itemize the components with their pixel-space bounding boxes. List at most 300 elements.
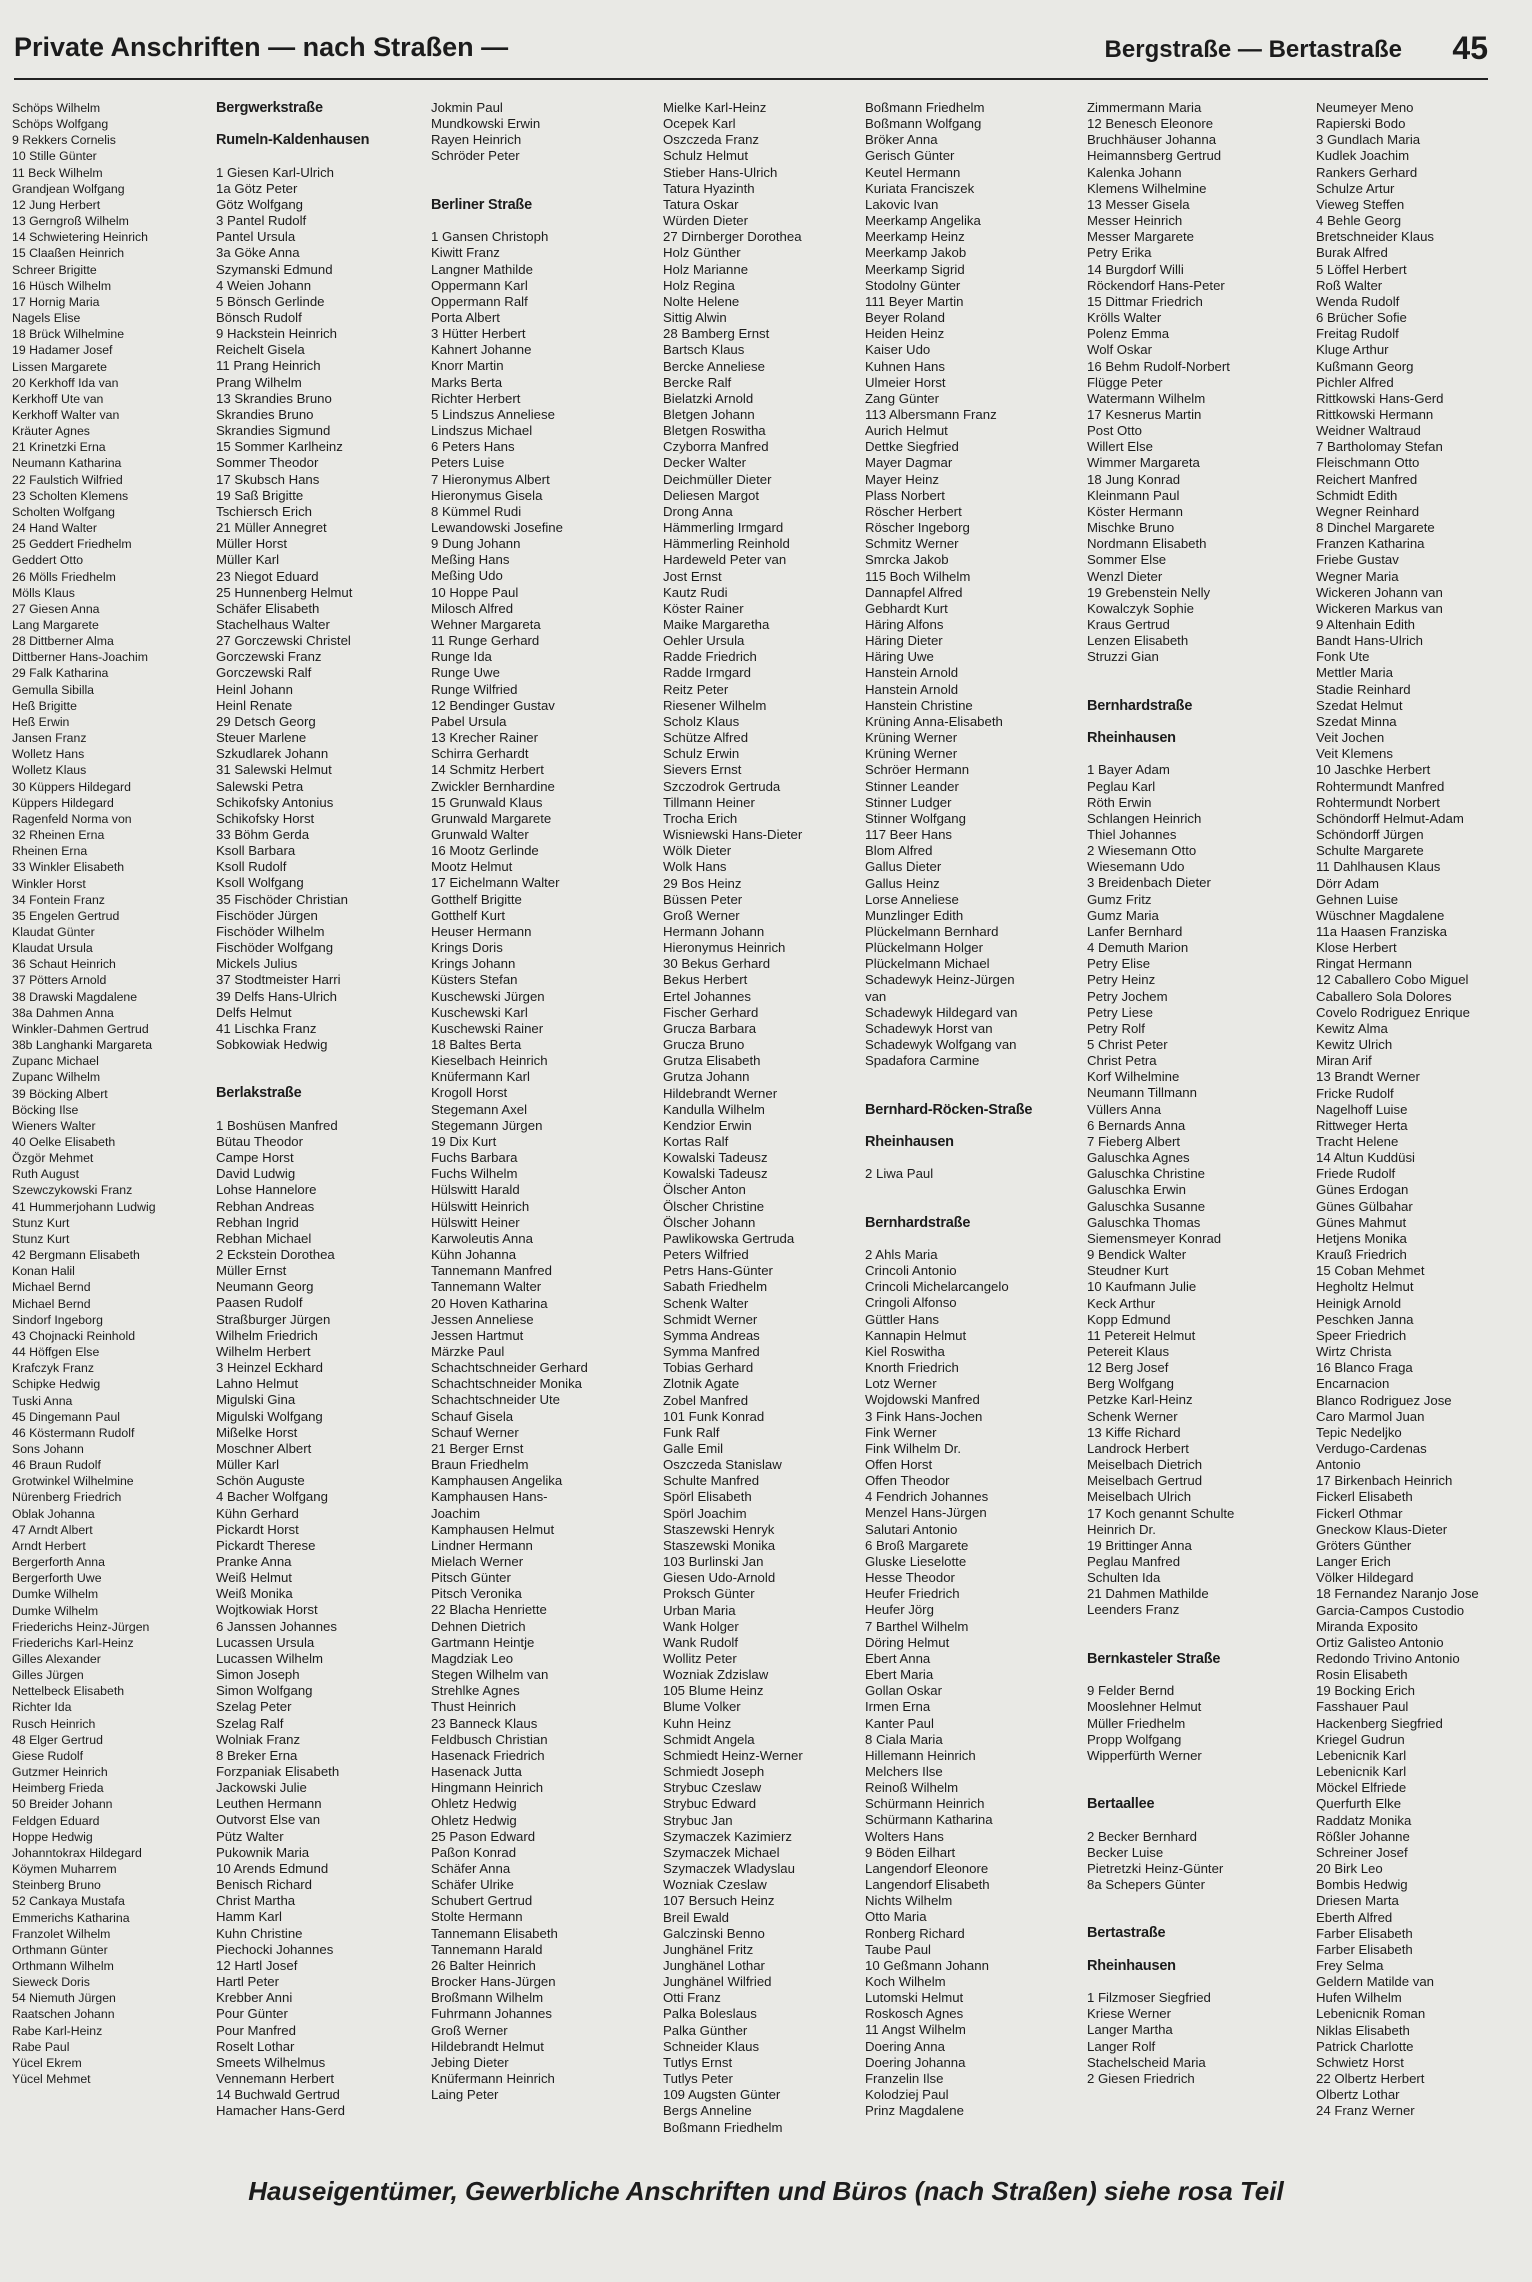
directory-entry: Bruchhäuser Johanna <box>1087 132 1217 148</box>
directory-entry: Holz Regina <box>663 277 735 293</box>
directory-entry: Gallus Heinz <box>865 875 940 891</box>
directory-entry: Ebert Maria <box>865 1667 934 1683</box>
directory-entry: Fleischmann Otto <box>1316 455 1420 471</box>
directory-entry: Szedat Helmut <box>1316 697 1403 713</box>
directory-entry: Schadewyk Wolfgang van <box>865 1037 1017 1053</box>
directory-entry: Müller Karl <box>216 1457 280 1473</box>
directory-entry: Knorr Martin <box>431 358 504 374</box>
directory-entry: Schulte Manfred <box>663 1473 760 1489</box>
directory-entry: Dehnen Dietrich <box>431 1618 526 1634</box>
directory-entry: Wank Holger <box>663 1618 739 1634</box>
directory-entry: 27 Giesen Anna <box>12 601 100 616</box>
directory-entry: Blom Alfred <box>865 843 933 859</box>
directory-column-5 <box>865 100 1080 2165</box>
directory-entry: Schikofsky Horst <box>216 810 315 826</box>
directory-entry: Fink Wilhelm Dr. <box>865 1440 961 1456</box>
directory-entry: 4 Bacher Wolfgang <box>216 1489 328 1505</box>
directory-entry: Stinner Leander <box>865 778 959 794</box>
directory-entry: Ohletz Hedwig <box>431 1796 517 1812</box>
directory-entry: Paasen Rudolf <box>216 1295 303 1311</box>
directory-entry: Wank Rudolf <box>663 1634 739 1650</box>
directory-entry: Szczodrok Gertruda <box>663 778 781 794</box>
directory-entry: Heuser Hermann <box>431 923 532 939</box>
directory-entry: Stinner Ludger <box>865 794 952 810</box>
directory-entry: Schmidt Angela <box>663 1731 755 1747</box>
directory-entry: Gotthelf Kurt <box>431 907 506 923</box>
directory-entry: Grotwinkel Wilhelmine <box>12 1474 134 1489</box>
directory-entry: Reichert Manfred <box>1316 471 1418 487</box>
directory-entry: Staszewski Monika <box>663 1537 776 1553</box>
directory-entry: Schütze Alfred <box>663 730 749 746</box>
spacer <box>1087 1764 1312 1780</box>
directory-entry: Meerkamp Heinz <box>865 229 965 245</box>
directory-entry: Franzelin Ilse <box>865 2070 944 2086</box>
header-section-title: Private Anschriften — nach Straßen — <box>14 32 509 62</box>
directory-entry: Ksoll Wolfgang <box>216 875 304 891</box>
directory-entry: Emmerichs Katharina <box>12 1910 130 1925</box>
directory-entry: Straßburger Jürgen <box>216 1311 331 1327</box>
directory-entry: Rusch Heinrich <box>12 1716 96 1731</box>
directory-entry: Burak Alfred <box>1316 245 1388 261</box>
directory-entry: Flügge Peter <box>1087 374 1163 390</box>
directory-entry: Tatura Hyazinth <box>663 180 755 196</box>
directory-entry: Stinner Wolfgang <box>865 810 966 826</box>
directory-entry: Schöps Wolfgang <box>12 117 109 132</box>
spacer <box>865 1150 1080 1166</box>
directory-entry: Fuchs Barbara <box>431 1150 518 1166</box>
directory-entry: Kaiser Udo <box>865 342 931 358</box>
directory-entry: Spörl Joachim <box>663 1505 747 1521</box>
directory-entry: Heinl Johann <box>216 681 293 697</box>
directory-entry: 37 Pötters Arnold <box>12 973 107 988</box>
directory-entry: Langendorf Elisabeth <box>865 1877 990 1893</box>
directory-entry: Schöps Wilhelm <box>12 101 101 115</box>
directory-entry: Kortas Ralf <box>663 1134 729 1149</box>
directory-entry: 17 Hornig Maria <box>12 294 100 309</box>
directory-entry: Kuschewski Jürgen <box>431 988 545 1004</box>
spacer <box>865 1182 1080 1198</box>
directory-entry: Spadafora Carmine <box>865 1053 980 1069</box>
directory-entry: Kowalski Tadeusz <box>663 1166 768 1182</box>
directory-entry: Doering Anna <box>865 2038 945 2054</box>
directory-entry: 9 Altenhain Edith <box>1316 617 1415 632</box>
spacer <box>216 148 421 164</box>
directory-entry: 3 Fink Hans-Jochen <box>865 1408 983 1424</box>
directory-entry: Bröker Anna <box>865 132 938 148</box>
directory-entry: Hildebrandt Werner <box>663 1085 778 1101</box>
directory-entry: Brocker Hans-Jürgen <box>431 1974 556 1990</box>
directory-entry: Kewitz Alma <box>1316 1020 1388 1036</box>
directory-entry: Galuschka Erwin <box>1087 1182 1186 1198</box>
directory-entry: 18 Jung Konrad <box>1087 471 1181 487</box>
directory-entry: Meerkamp Angelika <box>865 213 981 229</box>
directory-entry: 21 Krinetzki Erna <box>12 440 106 455</box>
directory-entry: 15 Grunwald Klaus <box>431 794 543 810</box>
spacer <box>1087 682 1312 698</box>
directory-entry: 111 Beyer Martin <box>865 293 964 309</box>
directory-entry: Nichts Wilhelm <box>865 1893 953 1909</box>
directory-entry: Rittweger Herta <box>1316 1117 1408 1133</box>
directory-entry: Vennemann Herbert <box>216 2070 335 2086</box>
directory-entry: Veit Jochen <box>1316 730 1385 746</box>
directory-entry: Gerisch Günter <box>865 148 955 164</box>
directory-entry: Stadie Reinhard <box>1316 681 1411 697</box>
directory-entry: Geldern Matilde van <box>1316 1974 1435 1990</box>
directory-entry: Spörl Elisabeth <box>663 1489 752 1505</box>
directory-entry: Rohtermundt Manfred <box>1316 778 1445 794</box>
directory-entry: 14 Schmitz Herbert <box>431 762 544 778</box>
directory-entry: 13 Kiffe Richard <box>1087 1424 1181 1440</box>
directory-entry: Cringoli Alfonso <box>865 1295 957 1311</box>
directory-entry: Simon Wolfgang <box>216 1683 313 1699</box>
directory-entry: 5 Christ Peter <box>1087 1037 1168 1052</box>
directory-entry: Schürmann Heinrich <box>865 1796 985 1812</box>
directory-entry: Özgör Mehmet <box>12 1151 94 1166</box>
directory-entry: Grucza Bruno <box>663 1037 745 1053</box>
directory-entry: Fink Werner <box>865 1424 937 1440</box>
directory-entry: Schmidt Werner <box>663 1311 758 1327</box>
directory-entry: Kewitz Ulrich <box>1316 1037 1393 1053</box>
directory-entry: Zlotnik Agate <box>663 1376 740 1392</box>
directory-entry: Ertel Johannes <box>663 988 751 1004</box>
directory-entry: Pietretzki Heinz-Günter <box>1087 1860 1224 1876</box>
directory-entry: Kanter Paul <box>865 1715 934 1731</box>
directory-entry: 44 Höffgen Else <box>12 1345 100 1360</box>
directory-entry: 4 Demuth Marion <box>1087 940 1189 956</box>
directory-entry: Holz Marianne <box>663 261 749 277</box>
directory-entry: Knorth Friedrich <box>865 1360 959 1376</box>
directory-entry: Lucassen Ursula <box>216 1634 315 1650</box>
directory-entry: Oppermann Karl <box>431 277 528 293</box>
directory-entry: Röth Erwin <box>1087 794 1152 810</box>
directory-entry: Berg Wolfgang <box>1087 1376 1174 1392</box>
directory-entry: Sittig Alwin <box>663 310 727 326</box>
directory-entry: Köymen Muharrem <box>12 1862 117 1877</box>
directory-entry: Smrcka Jakob <box>865 552 949 568</box>
directory-entry: Heinigk Arnold <box>1316 1295 1402 1311</box>
directory-entry: Heiden Heinz <box>865 326 945 342</box>
directory-entry: Caro Marmol Juan <box>1316 1408 1425 1424</box>
directory-entry: 20 Birk Leo <box>1316 1861 1383 1877</box>
directory-entry: Neumann Katharina <box>12 456 122 471</box>
directory-entry: Krölls Walter <box>1087 310 1162 326</box>
directory-entry: Schäfer Anna <box>431 1860 511 1876</box>
directory-entry: Magdziak Leo <box>431 1650 514 1666</box>
directory-entry: Kahnert Johanne <box>431 342 532 358</box>
directory-entry: Mischke Bruno <box>1087 520 1175 536</box>
directory-entry: Deliesen Margot <box>663 487 760 503</box>
directory-entry: Kamphausen Helmut <box>431 1521 555 1537</box>
directory-entry: Hülswitt Heinrich <box>431 1198 530 1214</box>
directory-entry: Hieronymus Gisela <box>431 487 543 503</box>
directory-entry: Köster Hermann <box>1087 503 1184 519</box>
directory-entry: 15 Claaßen Heinrich <box>12 246 125 261</box>
directory-entry: Landrock Herbert <box>1087 1440 1189 1456</box>
directory-entry: Ölscher Johann <box>663 1214 756 1230</box>
directory-entry: Junghänel Lothar <box>663 1957 765 1973</box>
directory-entry: Szymaczek Wladyslau <box>663 1861 795 1877</box>
street-heading: Bertaallee <box>1087 1796 1155 1813</box>
directory-entry: Palka Boleslaus <box>663 2006 757 2022</box>
directory-entry: Zobel Manfred <box>663 1392 749 1408</box>
directory-entry: Siemensmeyer Konrad <box>1087 1230 1222 1246</box>
directory-entry: Lahno Helmut <box>216 1376 299 1392</box>
directory-entry: 7 Hieronymus Albert <box>431 471 550 487</box>
directory-entry: Rittkowski Hans-Gerd <box>1316 390 1444 406</box>
page-header <box>14 28 1488 74</box>
directory-entry: Nolte Helene <box>663 293 740 309</box>
directory-entry: Lakovic Ivan <box>865 196 939 212</box>
directory-entry: Kannapin Helmut <box>865 1327 967 1343</box>
page-number: 45 <box>1452 30 1488 66</box>
directory-entry: Kluge Arthur <box>1316 342 1389 358</box>
directory-entry: Groß Werner <box>431 2022 508 2038</box>
spacer <box>865 1069 1080 1085</box>
directory-entry: Leuthen Hermann <box>216 1796 322 1812</box>
directory-entry: Maike Margaretha <box>663 617 770 632</box>
directory-entry: 5 Bönsch Gerlinde <box>216 293 325 309</box>
directory-entry: Schneider Klaus <box>663 2038 760 2054</box>
directory-entry: 13 Brandt Werner <box>1316 1069 1420 1085</box>
spacer <box>1087 1667 1312 1683</box>
directory-entry: Richter Ida <box>12 1700 72 1715</box>
directory-entry: 25 Hunnenberg Helmut <box>216 584 353 600</box>
directory-entry: Lang Margarete <box>12 618 99 632</box>
directory-column-2 <box>216 100 421 2165</box>
directory-entry: Raatschen Johann <box>12 2007 115 2022</box>
directory-entry: Sievers Ernst <box>663 762 742 778</box>
directory-entry: 40 Oelke Elisabeth <box>12 1135 116 1149</box>
directory-entry: Dumke Wilhelm <box>12 1603 99 1618</box>
directory-entry: Lucassen Wilhelm <box>216 1650 324 1666</box>
directory-entry: 39 Delfs Hans-Ulrich <box>216 988 337 1004</box>
directory-entry: Kautz Rudi <box>663 584 728 600</box>
directory-entry: Bergerforth Uwe <box>12 1571 102 1586</box>
directory-entry: 17 Koch genannt Schulte <box>1087 1505 1235 1521</box>
directory-entry: Wimmer Margareta <box>1087 455 1200 471</box>
spacer <box>1087 1974 1312 1990</box>
directory-entry: Schön Auguste <box>216 1473 305 1489</box>
directory-entry: Boßmann Wolfgang <box>865 116 982 132</box>
spacer <box>865 1118 1080 1134</box>
directory-entry: Franzen Katharina <box>1316 536 1425 552</box>
spacer <box>216 1069 421 1085</box>
directory-entry: 33 Böhm Gerda <box>216 827 310 842</box>
directory-entry: Rebhan Andreas <box>216 1198 315 1214</box>
directory-entry: 113 Albersmann Franz <box>865 406 997 422</box>
directory-entry: Hermann Johann <box>663 923 765 939</box>
street-heading: Bernhard-Röcken-Straße <box>865 1101 1033 1118</box>
directory-entry: 46 Köstermann Rudolf <box>12 1425 135 1440</box>
directory-entry: 109 Augsten Günter <box>663 2087 781 2103</box>
directory-entry: Jokmin Paul <box>431 100 503 115</box>
directory-entry: 3 Pantel Rudolf <box>216 213 307 229</box>
directory-entry: Peschken Janna <box>1316 1311 1414 1327</box>
directory-entry: Hesse Theodor <box>865 1570 955 1586</box>
directory-entry: 10 Jaschke Herbert <box>1316 762 1431 778</box>
directory-entry: Schubert Gertrud <box>431 1893 533 1909</box>
directory-entry: 16 Hüsch Wilhelm <box>12 278 112 293</box>
directory-entry: Peters Luise <box>431 455 505 471</box>
directory-entry: 24 Hand Walter <box>12 521 97 536</box>
directory-entry: Ksoll Rudolf <box>216 859 287 875</box>
directory-entry: Orthmann Wilhelm <box>12 1958 114 1973</box>
directory-entry: Ölscher Anton <box>663 1182 746 1198</box>
directory-entry: Forzpaniak Elisabeth <box>216 1764 340 1780</box>
directory-entry: Bercke Ralf <box>663 374 732 390</box>
directory-entry: Krüning Werner <box>865 746 958 762</box>
directory-entry: Schöndorff Helmut-Adam <box>1316 810 1464 826</box>
directory-entry: 24 Franz Werner <box>1316 2103 1415 2119</box>
directory-entry: Wollitz Peter <box>663 1651 737 1666</box>
directory-entry: Schwietz Horst <box>1316 2054 1404 2070</box>
directory-entry: Heimberg Frieda <box>12 1781 104 1796</box>
directory-entry: Meerkamp Sigrid <box>865 261 965 277</box>
directory-entry: 26 Mölls Friedhelm <box>12 569 116 584</box>
directory-entry: Kowalczyk Sophie <box>1087 600 1195 616</box>
directory-entry: Stachelscheid Maria <box>1087 2054 1206 2070</box>
directory-entry: Porta Albert <box>431 309 500 325</box>
directory-entry: Petereit Klaus <box>1087 1343 1170 1359</box>
directory-entry: Symma Andreas <box>663 1327 760 1343</box>
directory-entry: Dittberner Hans-Joachim <box>12 650 148 665</box>
directory-entry: Sons Johann <box>12 1441 84 1456</box>
directory-entry: 21 Berger Ernst <box>431 1440 524 1456</box>
directory-entry: 1 Gansen Christoph <box>431 229 549 245</box>
directory-entry: Hanstein Christine <box>865 697 973 713</box>
directory-entry: Steinberg Bruno <box>12 1878 101 1893</box>
directory-entry: 3 Heinzel Eckhard <box>216 1360 324 1376</box>
directory-entry: Heß Erwin <box>12 714 70 729</box>
directory-entry: Szewczykowski Franz <box>12 1183 133 1198</box>
directory-entry: Häring Alfons <box>865 617 944 632</box>
directory-entry: Schmiedt Joseph <box>663 1764 765 1780</box>
directory-entry: Meiselbach Ulrich <box>1087 1489 1192 1505</box>
directory-entry: 38b Langhanki Margareta <box>12 1038 153 1053</box>
directory-entry: Migulski Wolfgang <box>216 1408 323 1424</box>
directory-entry: Pütz Walter <box>216 1828 284 1844</box>
directory-entry: Polenz Emma <box>1087 326 1170 342</box>
spacer <box>865 1199 1080 1215</box>
directory-entry: Kühn Gerhard <box>216 1505 299 1521</box>
directory-entry: 9 Dung Johann <box>431 536 521 552</box>
directory-entry: Radde Irmgard <box>663 665 751 681</box>
directory-entry: Galuschka Susanne <box>1087 1198 1206 1214</box>
directory-entry: Kolodziej Paul <box>865 2087 949 2103</box>
directory-entry: Raddatz Monika <box>1316 1812 1412 1828</box>
directory-entry: Meßing Hans <box>431 552 510 568</box>
directory-entry: Szymaczek Kazimierz <box>663 1828 792 1844</box>
directory-entry: Kuriata Franciszek <box>865 180 975 196</box>
directory-entry: Bretschneider Klaus <box>1316 229 1435 245</box>
directory-entry: 41 Lischka Franz <box>216 1020 317 1036</box>
directory-entry: Feldgen Eduard <box>12 1813 100 1828</box>
directory-entry: Kleinmann Paul <box>1087 487 1180 503</box>
directory-entry: Köster Rainer <box>663 600 744 616</box>
spacer <box>1087 746 1312 762</box>
directory-entry: 115 Boch Wilhelm <box>865 568 971 584</box>
directory-entry: Wolniak Franz <box>216 1731 301 1747</box>
directory-entry: Richter Herbert <box>431 390 521 406</box>
directory-entry: Schachtschneider Monika <box>431 1376 583 1392</box>
directory-entry: Schauf Werner <box>431 1424 519 1440</box>
directory-entry: Möckel Elfriede <box>1316 1780 1407 1796</box>
directory-entry: Stachelhaus Walter <box>216 616 330 632</box>
directory-entry: Neumeyer Meno <box>1316 100 1414 115</box>
street-heading: Rheinhausen <box>865 1133 954 1150</box>
directory-entry: Blume Volker <box>663 1699 741 1715</box>
directory-entry: Weidner Waltraud <box>1316 423 1421 439</box>
directory-entry: Petrs Hans-Günter <box>663 1263 773 1279</box>
directory-entry: 14 Burgdorf Willi <box>1087 261 1184 277</box>
street-heading: Bernhardstraße <box>1087 697 1193 714</box>
directory-entry: Runge Wilfried <box>431 681 518 697</box>
directory-entry: Wozniak Zdzislaw <box>663 1667 769 1683</box>
directory-entry: Doering Johanna <box>865 2054 966 2070</box>
directory-entry: Wisniewski Hans-Dieter <box>663 827 803 843</box>
directory-entry: Langner Mathilde <box>431 261 533 277</box>
directory-entry: 3 Breidenbach Dieter <box>1087 875 1211 891</box>
street-heading: Berlakstraße <box>216 1085 302 1102</box>
directory-entry: Broßmann Wilhelm <box>431 1990 544 2006</box>
directory-entry: Thust Heinrich <box>431 1699 517 1715</box>
directory-entry: Proksch Günter <box>663 1586 755 1602</box>
directory-entry: Schikofsky Antonius <box>216 794 334 810</box>
directory-entry: Beyer Roland <box>865 310 945 326</box>
directory-entry: Bercke Anneliese <box>663 358 765 374</box>
directory-entry: Grutza Elisabeth <box>663 1053 761 1069</box>
directory-entry: Fasshauer Paul <box>1316 1699 1409 1715</box>
directory-entry: Stodolny Günter <box>865 277 961 293</box>
spacer <box>1087 1780 1312 1796</box>
directory-entry: Stegen Wilhelm van <box>431 1667 549 1683</box>
directory-entry: Müller Ernst <box>216 1263 287 1279</box>
directory-entry: Szedat Minna <box>1316 713 1397 729</box>
directory-entry: 18 Baltes Berta <box>431 1037 522 1053</box>
directory-entry: Bombis Hedwig <box>1316 1877 1408 1893</box>
directory-entry: Giese Rudolf <box>12 1748 84 1763</box>
directory-entry: Wilhelm Herbert <box>216 1343 311 1359</box>
directory-entry: 36 Schaut Heinrich <box>12 957 116 972</box>
directory-entry: Stegemann Jürgen <box>431 1117 543 1133</box>
directory-entry: 12 Benesch Eleonore <box>1087 116 1214 132</box>
directory-entry: Rankers Gerhard <box>1316 164 1418 180</box>
directory-entry: Joachim <box>431 1505 481 1521</box>
directory-entry: van <box>865 988 887 1004</box>
directory-entry: Mißelke Horst <box>216 1424 298 1440</box>
directory-entry: Schürmann Katharina <box>865 1812 993 1828</box>
directory-entry: Gumz Fritz <box>1087 891 1152 907</box>
directory-entry: 8 Kümmel Rudi <box>431 503 522 519</box>
directory-entry: Günes Mahmut <box>1316 1214 1407 1230</box>
spacer <box>865 1086 1080 1102</box>
directory-entry: Schöndorff Jürgen <box>1316 827 1424 843</box>
directory-entry: Speer Friedrich <box>1316 1327 1407 1343</box>
spacer <box>865 1231 1080 1247</box>
directory-entry: Gneckow Klaus-Dieter <box>1316 1521 1448 1537</box>
directory-entry: Wenzl Dieter <box>1087 568 1163 584</box>
directory-entry: Breil Ewald <box>663 1909 729 1925</box>
directory-entry: 29 Falk Katharina <box>12 666 109 681</box>
directory-entry: Pichler Alfred <box>1316 374 1394 390</box>
directory-entry: 28 Bamberg Ernst <box>663 326 770 342</box>
directory-entry: Frey Selma <box>1316 1957 1384 1973</box>
directory-entry: Hülswitt Harald <box>431 1182 520 1198</box>
directory-entry: 13 Skrandies Bruno <box>216 390 332 406</box>
directory-entry: 50 Breider Johann <box>12 1797 113 1812</box>
directory-entry: Funk Ralf <box>663 1424 720 1440</box>
directory-entry: Nordmann Elisabeth <box>1087 536 1207 552</box>
